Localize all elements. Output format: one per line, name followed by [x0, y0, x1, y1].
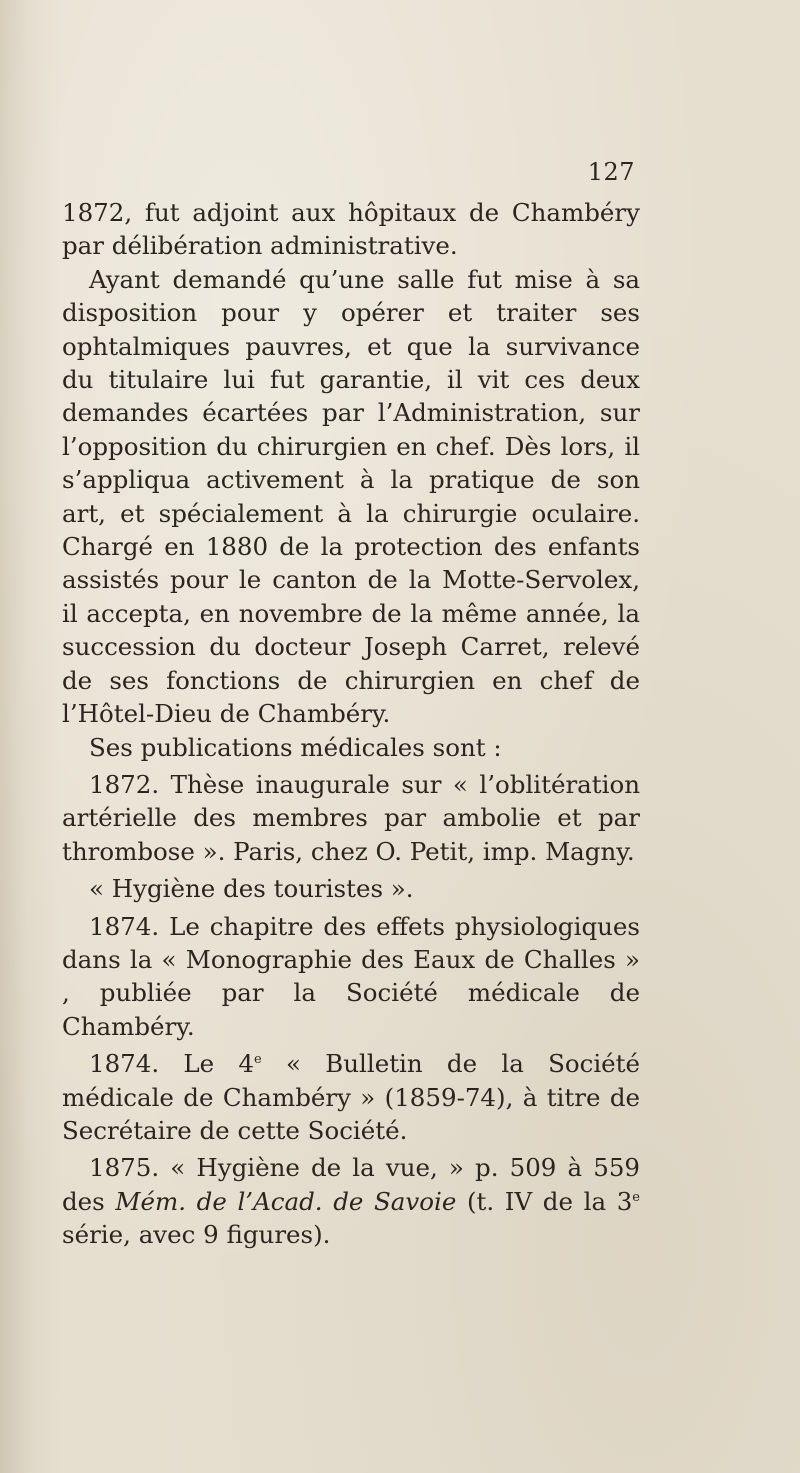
paragraph: Ses publications médicales sont : [89, 732, 502, 762]
page-number: 127 [587, 158, 635, 186]
publication-entry: « Hygiène des touristes ». [89, 874, 414, 904]
paragraph: 1872, fut adjoint aux hôpitaux de Chambéry par délibération administrative. [62, 198, 640, 261]
superscript: e [632, 1189, 640, 1205]
publication-entry: 1874. Le chapitre des effets physiologiques dans la « Monographie des Eaux de Challes » , publiée par la Société médicale de Chambéry. [62, 911, 640, 1041]
publication-entry [62, 1047, 640, 1147]
publication-entry: 1872. Thèse inaugurale sur « l’oblitération artérielle des membres par ambolie et par thrombose ». Paris, chez O. Petit, imp. Magny. [62, 769, 640, 866]
paragraph: Ayant demandé qu’une salle fut mise à sa disposition pour y opérer et traiter ses ophtalmiques pauvres, et que la survivance du titulaire lui fut garantie, il vit ces deux demandes écartées par l’Administration, sur l’opposition du chirurgien en chef. Dès lors, il s’appliqua activement à la pratique de son art, et spécialement à la chirurgie oculaire. Chargé en 1880 de la protection des enfants assistés pour le canton de la Motte-Servolex, il accepta, en novembre de la même année, la succession du docteur Joseph Carret, relevé de ses fonctions de chirurgien en chef de l’Hôtel-Dieu de Chambéry. [62, 264, 640, 729]
entry-text: « Bulletin de la Société médicale de Chambéry » (1859-74), à titre de Secrétaire de cette Société. [62, 1049, 641, 1145]
entry-text: série, avec 9 figures). [62, 1220, 331, 1250]
body-text [62, 196, 640, 1252]
entry-text: 1875. « Hygiène de la vue, » p. 509 à 559 des [62, 1153, 640, 1216]
entry-text: 1874. Le 4 [89, 1049, 255, 1079]
journal-title: Mém. de l’Acad. de Savoie [115, 1186, 457, 1216]
publication-entry [62, 1151, 640, 1251]
superscript: e [254, 1052, 262, 1068]
entry-text: (t. IV de la 3 [456, 1186, 633, 1216]
